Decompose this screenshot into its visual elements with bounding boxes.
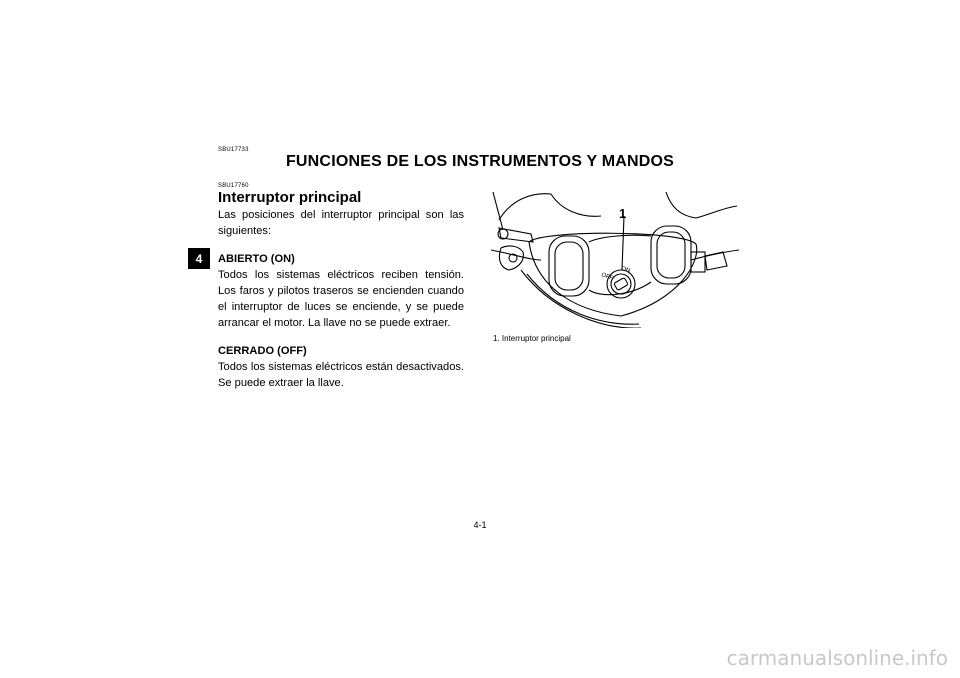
figure-label-on: ON	[620, 266, 631, 275]
intro-text: Las posiciones del interruptor principal son las siguientes:	[218, 209, 464, 237]
chapter-tab: 4	[188, 248, 210, 269]
page-title: FUNCIONES DE LOS INSTRUMENTOS Y MANDOS	[285, 153, 675, 170]
document-code-top: SBU17733	[218, 147, 249, 153]
section-title: Interruptor principal	[218, 189, 362, 206]
figure-label-off: OFF	[600, 272, 614, 282]
on-heading: ABIERTO (ON)	[218, 253, 295, 265]
figure-caption: 1. Interruptor principal	[493, 334, 571, 343]
on-text: Todos los sistemas eléctricos reciben tensión. Los faros y pilotos traseros se encienden cuando el interruptor de luces se enciende, y se puede arrancar el motor. La llave no se puede extraer.	[218, 269, 464, 329]
off-heading: CERRADO (OFF)	[218, 345, 307, 357]
left-column	[218, 183, 464, 391]
main-switch-figure	[491, 190, 739, 328]
page-number: 4-1	[473, 520, 487, 530]
figure-callout-1: 1	[619, 206, 627, 221]
watermark: carmanualsonline.info	[726, 646, 948, 670]
off-text: Todos los sistemas eléctricos están desactivados. Se puede extraer la llave.	[218, 361, 464, 389]
section-code: SBU17760	[218, 183, 249, 189]
